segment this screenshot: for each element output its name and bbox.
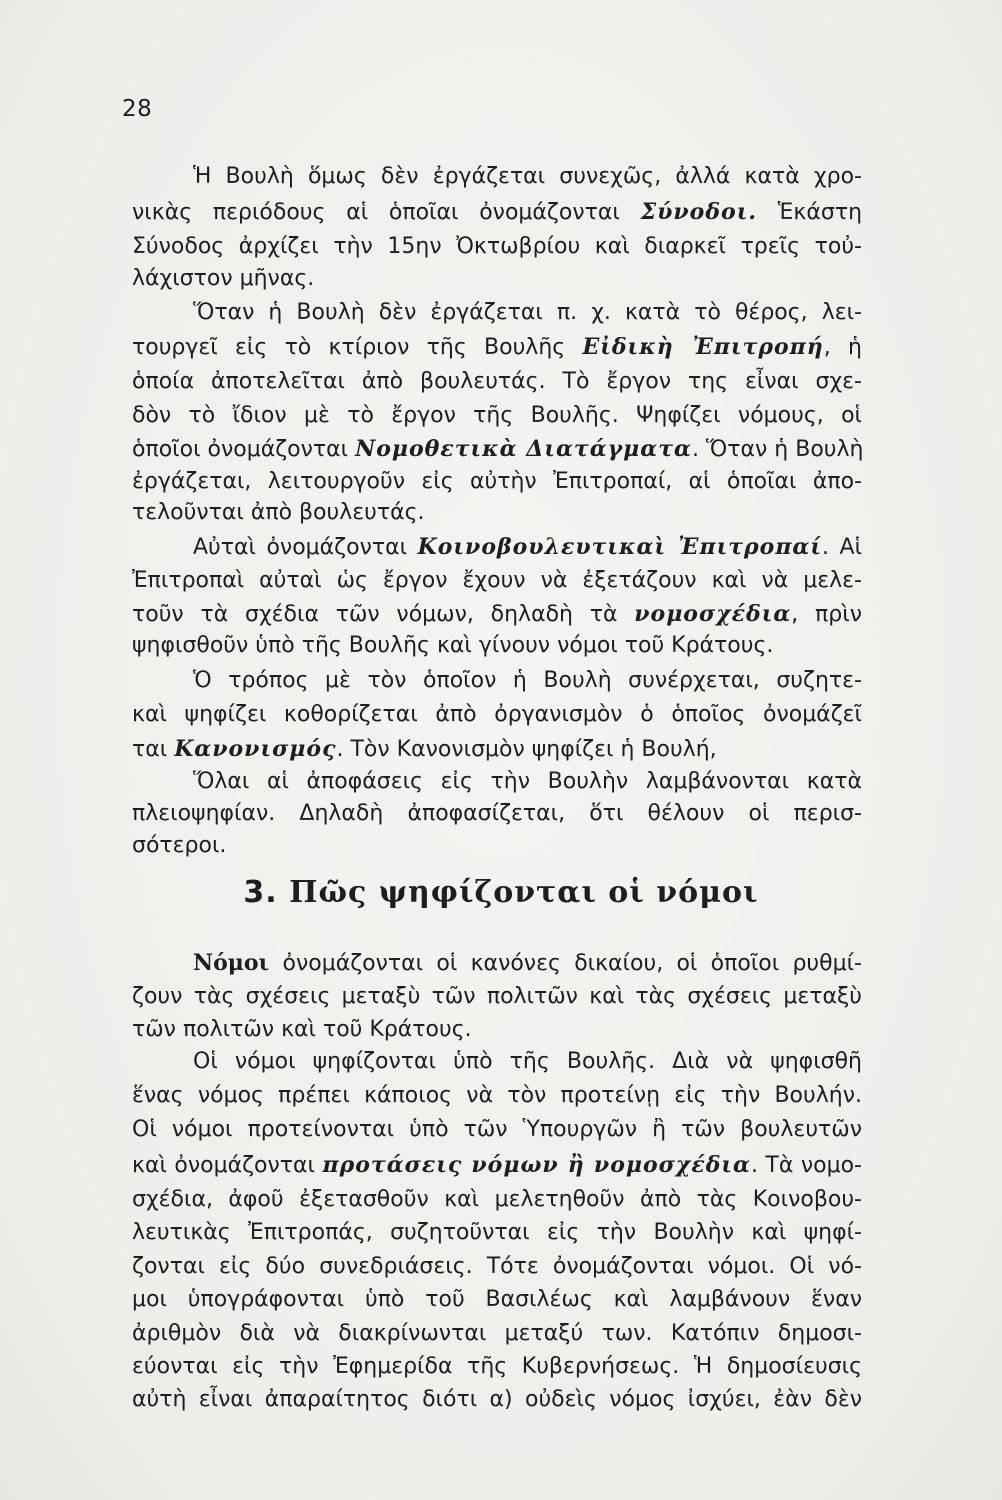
section-heading-number: 3. — [243, 875, 278, 910]
lead-term: Νόμοι — [193, 950, 270, 976]
text-line — [132, 467, 862, 497]
text-line — [132, 264, 862, 294]
text-line — [132, 1185, 862, 1215]
text-line — [132, 332, 862, 363]
text-run: Ἑκάστη — [757, 200, 863, 225]
text-line — [132, 197, 862, 228]
text-run: Σύνοδος ἀρχίζει τὴν 15ην Ὀκτωβρίου καὶ διαρκεῖ τρεῖς τοὐ- — [132, 234, 862, 259]
text-line — [132, 599, 862, 630]
text-line — [132, 1319, 862, 1349]
text-line — [132, 401, 862, 431]
text-run: Ὁ τρόπος μὲ τὸν ὁποῖον ἡ Βουλὴ συνέρχεται, συζητε- — [193, 668, 862, 693]
text-run: Οἱ νόμοι ψηφίζονται ὑπὸ τῆς Βουλῆς. Διὰ νὰ ψηφισθῆ — [193, 1049, 862, 1074]
text-line — [132, 1252, 862, 1282]
text-run: δὸν τὸ ἴδιον μὲ τὸ ἔργον τῆς Βουλῆς. Ψηφίζει νόμους, οἱ — [132, 403, 862, 428]
text-line — [132, 498, 862, 528]
text-run: Αὐταὶ ὀνομάζονται — [193, 535, 418, 560]
emphasized-term: Σύνοδοι. — [640, 199, 758, 225]
text-line — [132, 799, 862, 829]
text-run: . Τὸν Κανονισμὸν ψηφίζει ἡ Βουλή, — [336, 737, 717, 762]
text-line — [132, 232, 862, 262]
emphasized-term: προτάσεις νόμων ἢ νομοσχέδια — [322, 1152, 751, 1178]
text-line — [132, 1285, 862, 1315]
page-number: 28 — [122, 96, 153, 122]
emphasized-term: νομοσχέδια — [634, 601, 792, 627]
text-run: τοῦν τὰ σχέδια τῶν νόμων, δηλαδὴ τὰ — [132, 602, 635, 627]
text-run: τουργεῖ εἰς τὸ κτίριον τῆς Βουλῆς — [132, 335, 583, 360]
text-line — [193, 532, 862, 563]
text-run: . Τὰ νομο- — [750, 1153, 862, 1178]
text-run: . Αἱ — [822, 535, 863, 560]
text-run: ἐργάζεται, λειτουργοῦν εἰς αὐτὴν Ἐπιτροπαί, αἱ ὁποῖαι ἀπο- — [132, 469, 862, 494]
text-run: , ἡ — [823, 335, 862, 360]
text-line — [132, 367, 862, 397]
text-line — [132, 831, 862, 861]
text-run: αὐτὴ εἶναι ἀπαραίτητος διότι α) οὐδεὶς νόμος ἰσχύει, ἐὰν δὲν — [132, 1387, 862, 1412]
text-run: εύονται εἰς τὴν Ἐφημερίδα τῆς Κυβερνήσεως. Ἡ δημοσίευσις — [132, 1354, 862, 1379]
text-run: ζουν τὰς σχέσεις μεταξὺ τῶν πολιτῶν καὶ τὰς σχέσεις μεταξὺ — [132, 984, 862, 1009]
text-run: μοι ὑπογράφονται ὑπὸ τοῦ Βασιλέως καὶ λαμβάνουν ἕναν — [132, 1287, 862, 1312]
text-line — [193, 767, 862, 797]
text-run: Ὅλαι αἱ ἀποφάσεις εἰς τὴν Βουλὴν λαμβάνονται κατὰ — [193, 769, 862, 794]
text-run: ζονται εἰς δύο συνεδριάσεις. Τότε ὀνομάζονται νόμοι. Οἱ νό- — [132, 1254, 862, 1279]
emphasized-term: Κοινοβουλευτικαὶ Ἐπιτροπαί — [417, 534, 823, 560]
text-run: ται — [132, 737, 175, 762]
text-line — [193, 666, 862, 696]
text-run: σότεροι. — [132, 833, 227, 858]
text-line — [132, 734, 862, 765]
emphasized-term: Εἰδικὴ Ἐπιτροπή — [582, 334, 824, 360]
text-run: λευτικὰς Ἐπιτροπάς, συζητοῦνται εἰς τὴν Βουλὴν καὶ ψηφί- — [132, 1220, 862, 1245]
text-run: ἀριθμὸν διὰ νὰ διακρίνωνται μεταξύ των. Κατόπιν δημοσι- — [132, 1321, 862, 1346]
text-run: Ὅταν ἡ Βουλὴ δὲν ἐργάζεται π. χ. κατὰ τὸ θέρος, λει- — [193, 300, 862, 325]
text-run: Οἱ νόμοι προτείνονται ὑπὸ τῶν Ὑπουργῶν ἢ τῶν βουλευτῶν — [132, 1117, 862, 1142]
text-run: τῶν πολιτῶν καὶ τοῦ Κράτους. — [132, 1017, 472, 1042]
text-run: ἕνας νόμος πρέπει κάποιος νὰ τὸν προτείνῃ εἰς τὴν Βουλήν. — [132, 1083, 862, 1108]
section-heading-title: Πῶς ψηφίζονται οἱ νόμοι — [289, 875, 759, 910]
text-run: , πρὶν — [791, 602, 862, 627]
text-line — [193, 948, 862, 979]
text-line — [132, 1150, 862, 1181]
text-run: Ἐπιτροπαὶ αὐταὶ ὡς ἔργον ἔχουν νὰ ἐξετάζουν καὶ νὰ μελε- — [132, 568, 862, 593]
text-run: ὀνομάζονται οἱ κανόνες δικαίου, οἱ ὁποῖοι ρυθμί- — [269, 951, 862, 976]
text-line — [132, 1015, 862, 1045]
text-line — [132, 566, 862, 596]
emphasized-term: Κανονισμός — [174, 736, 337, 762]
text-run: πλειοψηφίαν. Δηλαδὴ ἀποφασίζεται, ὅτι θέλουν οἱ περισ- — [132, 801, 862, 826]
text-run: ὁποία ἀποτελεῖται ἀπὸ βουλευτάς. Τὸ ἔργον της εἶναι σχε- — [132, 369, 862, 394]
text-line — [193, 298, 862, 328]
text-run: ψηφισθοῦν ὑπὸ τῆς Βουλῆς καὶ γίνουν νόμοι τοῦ Κράτους. — [132, 633, 774, 658]
text-line — [132, 631, 862, 661]
emphasized-term: Νομοθετικὰ Διατάγματα — [355, 436, 692, 462]
text-run: ὁποῖοι ὀνομάζονται — [132, 437, 356, 462]
text-line — [193, 1047, 862, 1077]
text-line — [132, 700, 862, 730]
text-run: . Ὅταν ἡ Βουλὴ — [691, 437, 864, 462]
text-run: καὶ ὀνομάζονται — [132, 1153, 323, 1178]
text-line — [132, 982, 862, 1012]
text-run: καὶ ψηφίζει κοθορίζεται ἀπὸ ὀργανισμὸν ὁ ὁποῖος ὀνομάζεῖ — [132, 702, 862, 727]
text-line — [132, 1081, 862, 1111]
text-line — [132, 1352, 862, 1382]
section-heading — [0, 875, 1002, 910]
text-line — [132, 1115, 862, 1145]
text-line — [132, 1218, 862, 1248]
text-run: σχέδια, ἀφοῦ ἐξετασθοῦν καὶ μελετηθοῦν ἀπὸ τὰς Κοινοβου- — [132, 1187, 862, 1212]
text-line — [193, 162, 862, 192]
text-line — [132, 434, 862, 465]
text-run: λάχιστον μῆνας. — [132, 266, 315, 291]
text-line — [132, 1385, 862, 1415]
text-run: Ἡ Βουλὴ ὅμως δὲν ἐργάζεται συνεχῶς, ἀλλά κατὰ χρο- — [193, 164, 862, 189]
text-run: τελοῦνται ἀπὸ βουλευτάς. — [132, 500, 425, 525]
text-run: νικὰς περιόδους αἱ ὁποῖαι ὀνομάζονται — [132, 200, 641, 225]
